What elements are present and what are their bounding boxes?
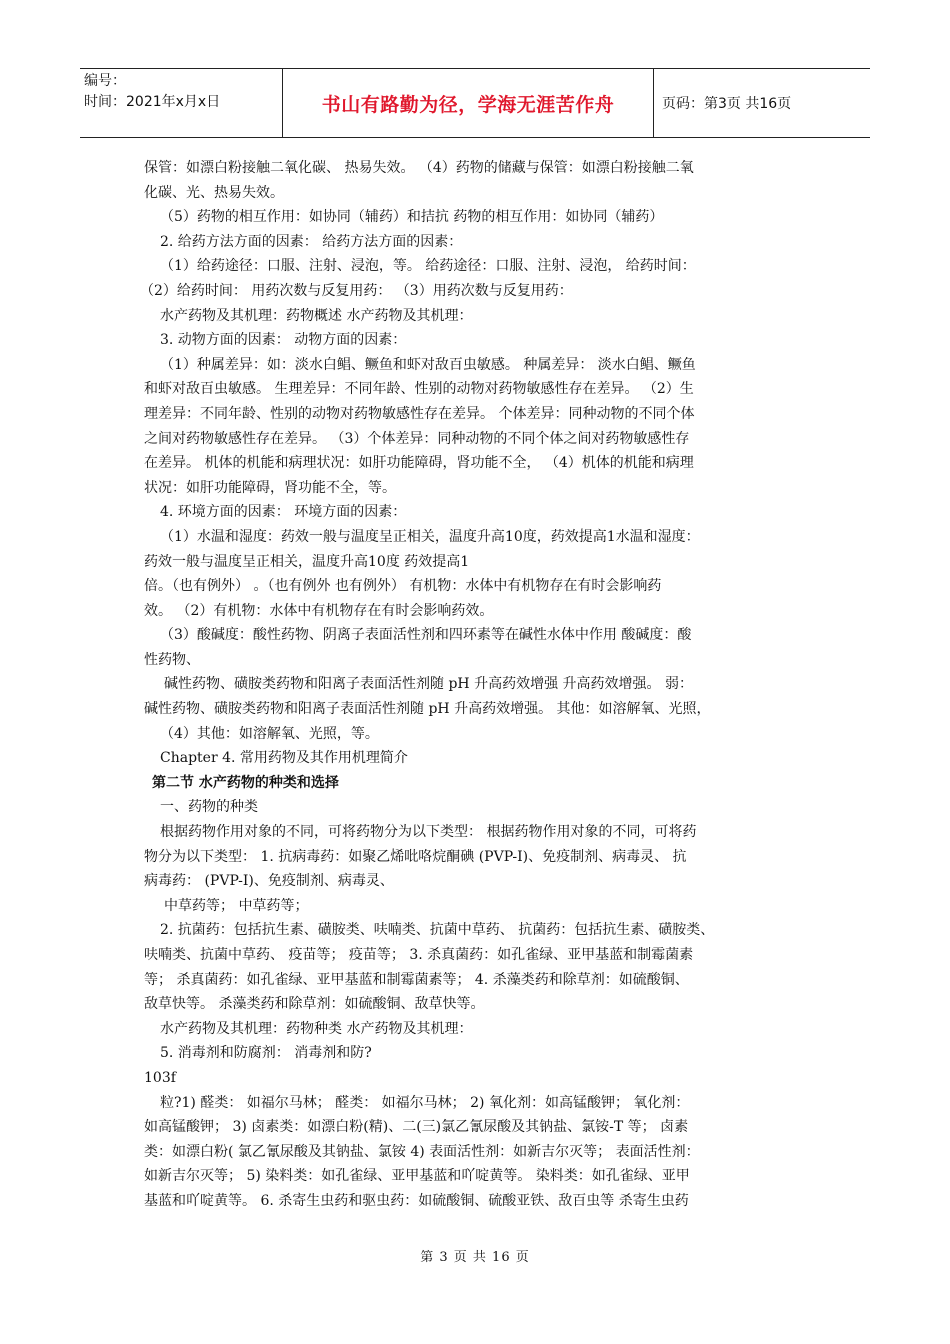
text-line: 水产药物及其机理：药物概述 水产药物及其机理：: [160, 307, 473, 324]
text-line: （2）给药时间： 用药次数与反复用药： （3）用药次数与反复用药：: [140, 282, 573, 299]
text-line: 2. 抗菌药：包括抗生素、磺胺类、呋喃类、抗菌中草药、 抗菌药：包括抗生素、磺胺类、: [160, 922, 715, 939]
number-label: 编号：: [84, 73, 126, 89]
header-motto: 书山有路勤为径，学海无涯苦作舟: [321, 93, 615, 116]
text-line: 保管：如漂白粉接触二氧化碳、 热易失效。 （4）药物的储藏与保管：如漂白粉接触二氧: [144, 160, 694, 176]
text-line: 类：如漂白粉( 氯乙氰尿酸及其钠盐、氯铵 4) 表面活性剂：如新吉尔灭等； 表面活性剂：: [144, 1143, 700, 1160]
text-line: 碱性药物、磺胺类药物和阳离子表面活性剂随 pH 升高药效增强。 其他：如溶解氧、光照，: [144, 701, 711, 718]
page-header: [80, 68, 870, 138]
text-line: （3）酸碱度：酸性药物、阴离子表面活性剂和四环素等在碱性水体中作用 酸碱度：酸: [160, 627, 692, 644]
text-line: 粒?1) 醛类： 如福尔马林； 醛类： 如福尔马林； 2) 氧化剂：如高锰酸钾； 氧化剂：: [160, 1094, 690, 1111]
text-line: Chapter 4. 常用药物及其作用机理简介: [160, 750, 408, 767]
text-line: 药效一般与温度呈正相关，温度升高10度 药效提高1: [144, 553, 470, 570]
text-line: 4. 环境方面的因素： 环境方面的因素：: [160, 504, 407, 521]
text-line: （4）其他：如溶解氧、光照，等。: [160, 725, 379, 742]
header-motto-cell: [282, 69, 654, 137]
text-line: 根据药物作用对象的不同，可将药物分为以下类型： 根据药物作用对象的不同，可将药: [160, 824, 697, 841]
text-line: 性药物、: [144, 651, 200, 668]
page-footer: 第 3 页 共 16 页: [420, 1250, 530, 1265]
text-line: （5）药物的相互作用：如协同（辅药）和拮抗 药物的相互作用：如协同（辅药）: [160, 209, 664, 226]
text-line: 基蓝和吖啶黄等。 6. 杀寄生虫药和驱虫药：如硫酸铜、硫酸亚铁、敌百虫等 杀寄生虫药: [144, 1192, 689, 1209]
text-line: 状况：如肝功能障碍，肾功能不全，等。: [144, 479, 396, 496]
text-line: 3. 动物方面的因素： 动物方面的因素：: [160, 332, 407, 349]
text-line: 倍。（也有例外） 。（也有例外 也有例外） 有机物：水体中有机物存在有时会影响药: [144, 578, 662, 595]
body-text: [140, 156, 814, 1214]
text-line: 物分为以下类型： 1. 抗病毒药：如聚乙烯吡咯烷酮碘 (PVP-I)、免疫制剂、病毒灵、 抗: [144, 848, 687, 865]
text-line: 敌草快等。 杀藻类药和除草剂：如硫酸铜、敌草快等。: [144, 996, 485, 1013]
text-line: 2. 给药方法方面的因素： 给药方法方面的因素：: [160, 233, 463, 250]
text-line: 如新吉尔灭等； 5) 染料类：如孔雀绿、亚甲基蓝和吖啶黄等。 染料类：如孔雀绿、亚甲: [144, 1168, 690, 1185]
text-line: （1）种属差异：如：淡水白鲳、鳜鱼和虾对敌百虫敏感。 种属差异： 淡水白鲳、鳜鱼: [160, 356, 696, 373]
text-line: 化碳、光、热易失效。: [144, 184, 284, 201]
text-line: 中草药等； 中草药等；: [164, 897, 309, 914]
text-line: 之间对药物敏感性存在差异。 （3）个体差异：同种动物的不同个体之间对药物敏感性存: [144, 430, 690, 447]
text-line: 等； 杀真菌药：如孔雀绿、亚甲基蓝和制霉菌素等； 4. 杀藻类药和除草剂：如硫酸铜、: [144, 971, 689, 988]
section-heading: 第二节 水产药物的种类和选择: [152, 774, 339, 791]
text-line: 5. 消毒剂和防腐剂： 消毒剂和防?: [160, 1045, 372, 1062]
header-page-code: 页码：第3页 共16页: [662, 96, 792, 112]
text-line: （1）给药途径：口服、注射、浸泡，等。 给药途径：口服、注射、浸泡， 给药时间：: [160, 258, 696, 275]
text-line: （1）水温和湿度：药效一般与温度呈正相关，温度升高10度，药效提高1水温和湿度：: [160, 528, 700, 545]
text-line: 碱性药物、磺胺类药物和阳离子表面活性剂随 pH 升高药效增强 升高药效增强。 弱：: [164, 676, 693, 693]
header-meta: [80, 69, 282, 137]
text-line: 在差异。 机体的机能和病理状况：如肝功能障碍，肾功能不全， （4）机体的机能和病理: [144, 455, 694, 472]
text-line: 水产药物及其机理：药物种类 水产药物及其机理：: [160, 1020, 473, 1037]
text-line: 一、药物的种类: [160, 799, 258, 816]
text-line: 如高锰酸钾； 3) 卤素类：如漂白粉(精)、二(三)氯乙氰尿酸及其钠盐、氯铵-T 等； 卤素: [144, 1119, 689, 1136]
text-line: 呋喃类、抗菌中草药、 疫苗等； 疫苗等； 3. 杀真菌药：如孔雀绿、亚甲基蓝和制霉菌素: [144, 947, 694, 963]
text-line: 病毒药： (PVP-I)、免疫制剂、病毒灵、: [144, 873, 394, 890]
time-label: 时间：2021年x月x日: [84, 94, 221, 110]
text-line: 理差异：不同年龄、性别的动物对药物敏感性存在差异。 个体差异：同种动物的不同个体: [144, 405, 695, 422]
header-page-code-cell: [654, 69, 870, 137]
text-line: 和虾对敌百虫敏感。 生理差异：不同年龄、性别的动物对药物敏感性存在差异。 （2）生: [144, 381, 694, 398]
text-line: 103f: [144, 1069, 176, 1086]
text-line: 效。 （2）有机物：水体中有机物存在有时会影响药效。: [144, 602, 494, 619]
